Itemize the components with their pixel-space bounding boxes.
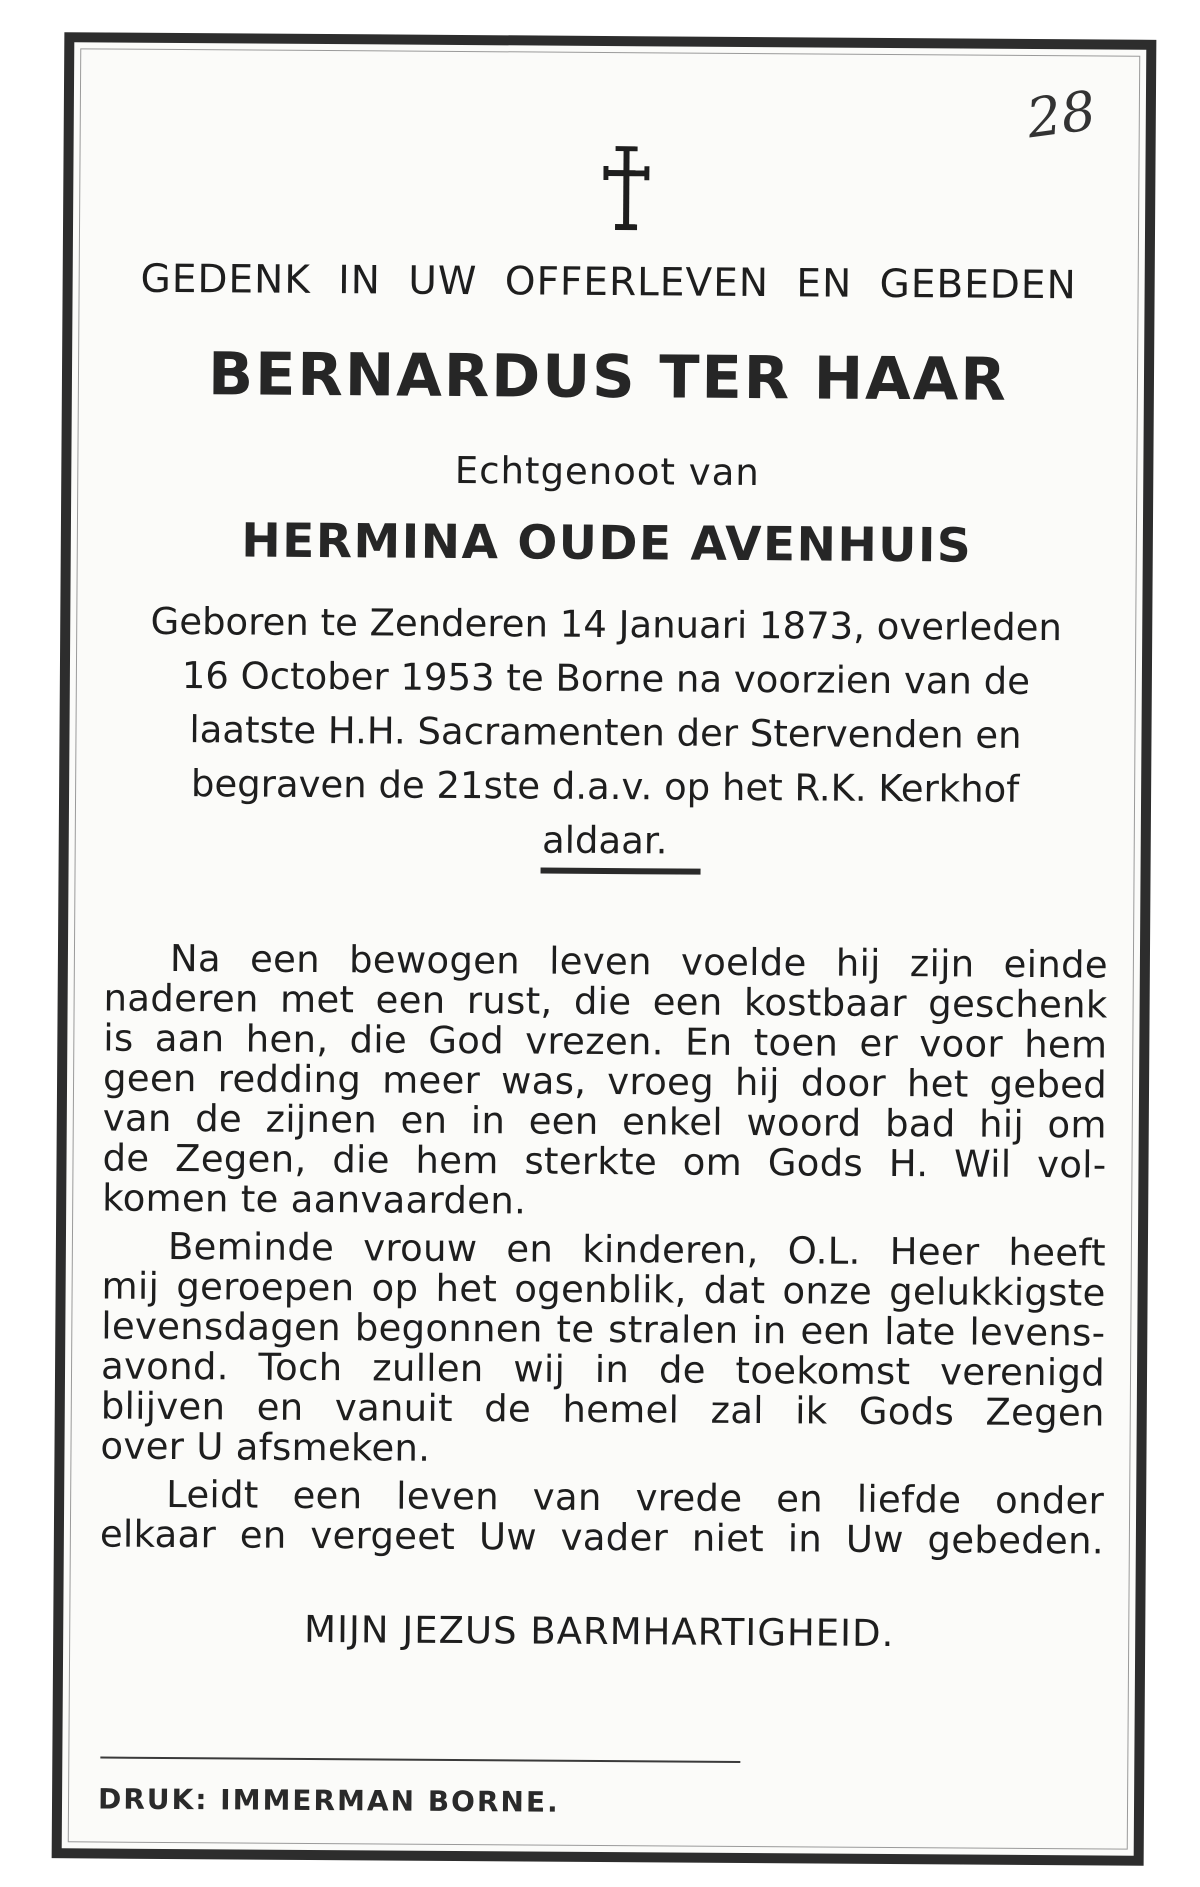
biography-line: laatste H.H. Sacramenten der Stervenden en [189,708,1022,757]
biography-line: begraven de 21ste d.a.v. op het R.K. Kerkhof [190,762,1020,811]
paragraph-line: Beminde vrouw en kinderen, O.L. Heer heeft [167,1224,1107,1275]
paragraph-message [100,1224,1107,1474]
spouse-name: HERMINA OUDE AVENHUIS [241,513,973,574]
divider-rule [541,868,701,875]
paragraph-line: geen redding meer was, vroeg hij door het gebed [102,1056,1108,1107]
paragraph-line: van de zijnen en in een enkel woord bad hij om [102,1096,1107,1147]
paragraph-line: is aan hen, die God vrezen. En toen er voor hem [103,1016,1108,1067]
paragraph-line: levensdagen begonnen te stralen in een late levens- [101,1304,1106,1355]
prayer-line: GEDENK IN UW OFFERLEVEN EN GEBEDEN [140,256,1077,309]
paragraph-line: naderen met een rust, die een kostbaar geschenk [103,976,1108,1027]
biography-line: Geboren te Zenderen 14 Januari 1873, overleden [150,599,1063,650]
handwritten-number: 28 [1023,78,1100,151]
paragraph-line: over U afsmeken. [100,1424,431,1470]
biography [119,595,1093,872]
spouse-intro: Echtgenoot van [454,448,760,495]
paragraph-line: Na een bewogen leven voelde hij zijn einde [169,936,1109,987]
paragraph-line: elkaar en vergeet Uw vader niet in Uw gebeden. [99,1512,1105,1563]
paragraph-farewell [102,936,1109,1226]
paragraph-line: de Zegen, die hem sterkte om Gods H. Wil vol- [102,1136,1107,1187]
printer-credit: DRUK: IMMERMAN BORNE. [97,1782,560,1819]
paragraph-line: Leidt een leven van vrede en liefde onder [166,1472,1105,1523]
closing-prayer: MIJN JEZUS BARMHARTIGHEID. [303,1607,895,1656]
paragraph-line: komen te aanvaarden. [102,1176,527,1223]
paragraph-line: blijven en vanuit de hemel zal ik Gods Zegen [100,1384,1105,1435]
deceased-name: BERNARDUS TER HAAR [207,339,1009,414]
paragraph-line: avond. Toch zullen wij in de toekomst verenigd [100,1344,1106,1395]
biography-line: aldaar. [541,818,668,863]
cross-icon [603,146,650,230]
memorial-card [52,32,1157,1866]
paragraph-exhortation [100,1474,1105,1561]
biography-line: 16 October 1953 te Borne na voorzien van de [181,654,1031,703]
paragraph-line: mij geroepen op het ogenblik, dat onze gelukkigste [101,1264,1106,1315]
